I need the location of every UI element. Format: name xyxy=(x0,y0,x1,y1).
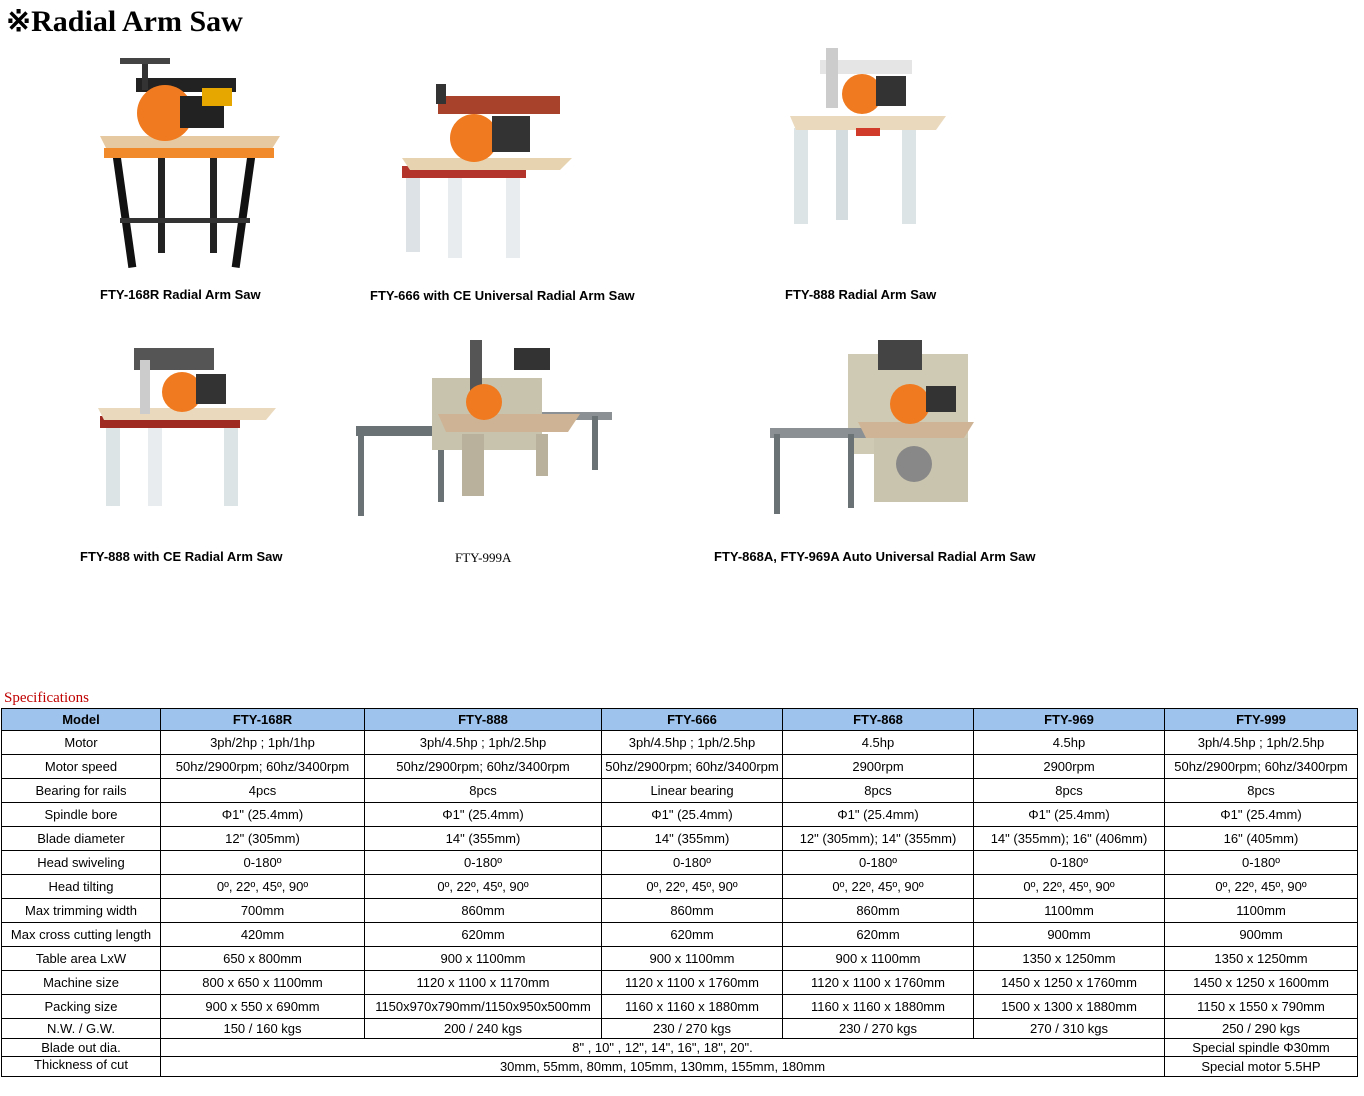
table-cell: 4.5hp xyxy=(783,731,974,755)
table-cell: 1350 x 1250mm xyxy=(1165,947,1358,971)
table-cell: 200 / 240 kgs xyxy=(365,1019,602,1039)
header-cell: FTY-969 xyxy=(974,709,1165,731)
product-caption: FTY-888 Radial Arm Saw xyxy=(785,287,937,302)
table-cell: 1120 x 1100 x 1170mm xyxy=(365,971,602,995)
table-cell: 50hz/2900rpm; 60hz/3400rpm xyxy=(602,755,783,779)
header-cell: FTY-666 xyxy=(602,709,783,731)
table-cell: 620mm xyxy=(602,923,783,947)
table-cell: 1160 x 1160 x 1880mm xyxy=(783,995,974,1019)
table-cell: 16" (405mm) xyxy=(1165,827,1358,851)
table-cell: 1120 x 1100 x 1760mm xyxy=(602,971,783,995)
table-cell: 50hz/2900rpm; 60hz/3400rpm xyxy=(365,755,602,779)
table-cell: 0º, 22º, 45º, 90º xyxy=(161,875,365,899)
table-cell: 230 / 270 kgs xyxy=(783,1019,974,1039)
table-cell: 0º, 22º, 45º, 90º xyxy=(974,875,1165,899)
table-row xyxy=(2,995,1358,1019)
table-row xyxy=(2,1057,1358,1077)
table-cell: 1100mm xyxy=(974,899,1165,923)
table-cell: 620mm xyxy=(365,923,602,947)
header-cell: Model xyxy=(2,709,161,731)
table-cell: Φ1" (25.4mm) xyxy=(783,803,974,827)
table-row xyxy=(2,971,1358,995)
product-caption: FTY-168R Radial Arm Saw xyxy=(100,287,261,302)
table-cell: 8" , 10" , 12", 14", 16", 18", 20". xyxy=(161,1039,1165,1057)
table-cell: 1150 x 1550 x 790mm xyxy=(1165,995,1358,1019)
table-cell: 800 x 650 x 1100mm xyxy=(161,971,365,995)
table-cell: 8pcs xyxy=(783,779,974,803)
table-cell: 1450 x 1250 x 1760mm xyxy=(974,971,1165,995)
table-cell: 3ph/2hp ; 1ph/1hp xyxy=(161,731,365,755)
product-caption: FTY-888 with CE Radial Arm Saw xyxy=(80,549,283,564)
product-photo-fty-888 xyxy=(786,36,966,236)
table-cell: 12" (305mm); 14" (355mm) xyxy=(783,827,974,851)
row-label-cell: Table area LxW xyxy=(2,947,161,971)
table-row xyxy=(2,923,1358,947)
table-cell: 420mm xyxy=(161,923,365,947)
table-cell: 250 / 290 kgs xyxy=(1165,1019,1358,1039)
table-cell: 14" (355mm) xyxy=(602,827,783,851)
table-cell: 30mm, 55mm, 80mm, 105mm, 130mm, 155mm, 180mm xyxy=(161,1057,1165,1077)
table-cell: 12" (305mm) xyxy=(161,827,365,851)
table-header-row xyxy=(2,709,1358,731)
row-label-cell: Motor speed xyxy=(2,755,161,779)
table-cell: 650 x 800mm xyxy=(161,947,365,971)
table-cell: 860mm xyxy=(365,899,602,923)
table-row xyxy=(2,779,1358,803)
table-cell: Blade out dia. xyxy=(2,1039,161,1057)
table-row xyxy=(2,875,1358,899)
table-cell: 1350 x 1250mm xyxy=(974,947,1165,971)
table-cell: 0-180º xyxy=(783,851,974,875)
table-cell: 150 / 160 kgs xyxy=(161,1019,365,1039)
table-cell: 0-180º xyxy=(602,851,783,875)
table-row xyxy=(2,827,1358,851)
table-cell: 2900rpm xyxy=(974,755,1165,779)
table-cell: 1450 x 1250 x 1600mm xyxy=(1165,971,1358,995)
table-cell: 900 x 1100mm xyxy=(365,947,602,971)
table-row xyxy=(2,1019,1358,1039)
table-cell: 3ph/4.5hp ; 1ph/2.5hp xyxy=(1165,731,1358,755)
table-cell: 0º, 22º, 45º, 90º xyxy=(783,875,974,899)
product-caption: FTY-666 with CE Universal Radial Arm Saw xyxy=(370,288,635,303)
table-cell: 0-180º xyxy=(365,851,602,875)
row-label-cell: Bearing for rails xyxy=(2,779,161,803)
table-cell: 50hz/2900rpm; 60hz/3400rpm xyxy=(1165,755,1358,779)
table-row xyxy=(2,755,1358,779)
table-cell: 900mm xyxy=(1165,923,1358,947)
row-label-cell: Machine size xyxy=(2,971,161,995)
table-cell: 860mm xyxy=(783,899,974,923)
row-label-cell: Motor xyxy=(2,731,161,755)
table-row xyxy=(2,899,1358,923)
table-cell: Φ1" (25.4mm) xyxy=(161,803,365,827)
table-cell: 900 x 550 x 690mm xyxy=(161,995,365,1019)
product-photo-fty-868a-969a xyxy=(762,334,994,532)
table-cell: 1120 x 1100 x 1760mm xyxy=(783,971,974,995)
product-photo-fty-168r xyxy=(90,48,286,274)
table-cell: 14" (355mm) xyxy=(365,827,602,851)
row-label-cell: Spindle bore xyxy=(2,803,161,827)
table-cell: 1150x970x790mm/1150x950x500mm xyxy=(365,995,602,1019)
table-cell: 0-180º xyxy=(161,851,365,875)
table-cell: 700mm xyxy=(161,899,365,923)
row-label-cell: Head tilting xyxy=(2,875,161,899)
specifications-table xyxy=(1,708,1358,1077)
table-cell: 8pcs xyxy=(365,779,602,803)
table-cell: 50hz/2900rpm; 60hz/3400rpm xyxy=(161,755,365,779)
table-cell: 4pcs xyxy=(161,779,365,803)
table-cell: Φ1" (25.4mm) xyxy=(602,803,783,827)
table-cell: 0º, 22º, 45º, 90º xyxy=(365,875,602,899)
table-cell: 0-180º xyxy=(1165,851,1358,875)
table-cell: 14" (355mm); 16" (406mm) xyxy=(974,827,1165,851)
table-cell: Thickness of cut xyxy=(2,1057,161,1077)
row-label-cell: Max trimming width xyxy=(2,899,161,923)
table-row xyxy=(2,1039,1358,1057)
table-cell: 4.5hp xyxy=(974,731,1165,755)
product-caption: FTY-868A, FTY-969A Auto Universal Radial Arm Saw xyxy=(714,549,1036,564)
product-photo-fty-666 xyxy=(396,80,576,264)
product-photo-fty-999a xyxy=(342,334,634,526)
table-cell: 900 x 1100mm xyxy=(602,947,783,971)
row-label-cell: Max cross cutting length xyxy=(2,923,161,947)
table-cell: 860mm xyxy=(602,899,783,923)
table-cell: Φ1" (25.4mm) xyxy=(1165,803,1358,827)
table-cell: 900mm xyxy=(974,923,1165,947)
table-row xyxy=(2,803,1358,827)
table-cell: 8pcs xyxy=(1165,779,1358,803)
table-cell: 1500 x 1300 x 1880mm xyxy=(974,995,1165,1019)
row-label-cell: Head swiveling xyxy=(2,851,161,875)
header-cell: FTY-999 xyxy=(1165,709,1358,731)
table-cell: 0º, 22º, 45º, 90º xyxy=(1165,875,1358,899)
row-label-cell: N.W. / G.W. xyxy=(2,1019,161,1039)
table-cell: 2900rpm xyxy=(783,755,974,779)
table-row xyxy=(2,731,1358,755)
table-cell: Φ1" (25.4mm) xyxy=(974,803,1165,827)
header-cell: FTY-888 xyxy=(365,709,602,731)
table-cell: Special motor 5.5HP xyxy=(1165,1057,1358,1077)
table-row xyxy=(2,947,1358,971)
page-title: ※Radial Arm Saw xyxy=(6,5,243,38)
table-cell: 230 / 270 kgs xyxy=(602,1019,783,1039)
table-cell: 0-180º xyxy=(974,851,1165,875)
header-cell: FTY-168R xyxy=(161,709,365,731)
table-cell: 0º, 22º, 45º, 90º xyxy=(602,875,783,899)
product-photo-fty-888-ce xyxy=(84,334,292,516)
table-cell: 270 / 310 kgs xyxy=(974,1019,1165,1039)
table-cell: Special spindle Φ30mm xyxy=(1165,1039,1358,1057)
table-cell: 1100mm xyxy=(1165,899,1358,923)
table-cell: Linear bearing xyxy=(602,779,783,803)
table-cell: 3ph/4.5hp ; 1ph/2.5hp xyxy=(365,731,602,755)
table-cell: Φ1" (25.4mm) xyxy=(365,803,602,827)
table-cell: 1160 x 1160 x 1880mm xyxy=(602,995,783,1019)
product-caption: FTY-999A xyxy=(455,550,512,565)
row-label-cell: Blade diameter xyxy=(2,827,161,851)
table-cell: 900 x 1100mm xyxy=(783,947,974,971)
table-cell: 8pcs xyxy=(974,779,1165,803)
row-label-cell: Packing size xyxy=(2,995,161,1019)
header-cell: FTY-868 xyxy=(783,709,974,731)
specifications-heading: Specifications xyxy=(4,690,89,706)
table-row xyxy=(2,851,1358,875)
table-cell: 3ph/4.5hp ; 1ph/2.5hp xyxy=(602,731,783,755)
table-cell: 620mm xyxy=(783,923,974,947)
